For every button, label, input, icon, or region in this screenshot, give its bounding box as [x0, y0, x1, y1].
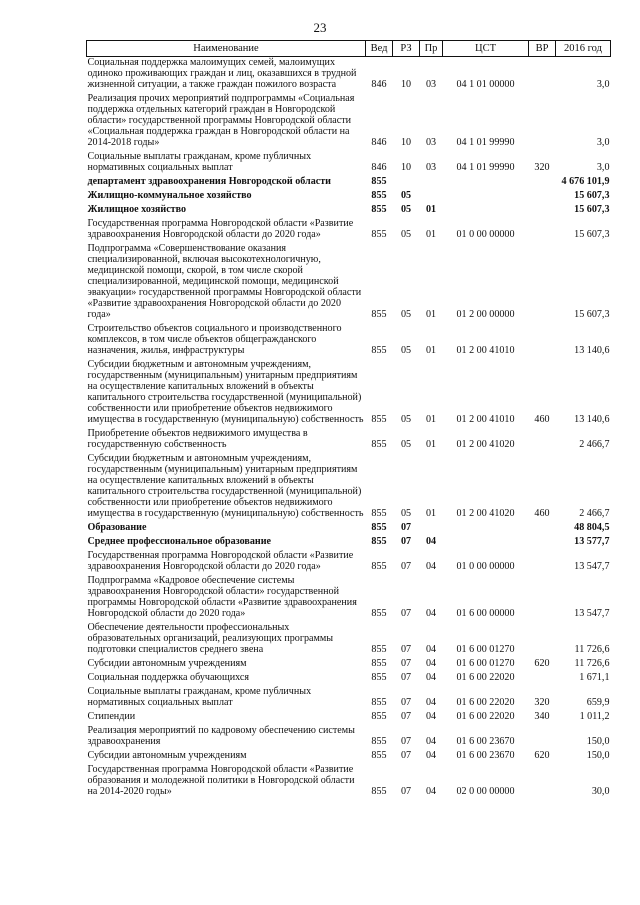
row-cst: 01 6 00 01270	[456, 644, 515, 655]
row-name: Образование	[87, 522, 147, 533]
row-pr: 01	[425, 345, 437, 356]
row-rz: 07	[400, 522, 412, 533]
row-amount: 15 607,3	[574, 309, 610, 320]
row-cst: 01 2 00 00000	[456, 309, 515, 320]
row-ved: 855	[371, 414, 387, 425]
row-amount: 150,0	[586, 736, 610, 747]
row-cst: 01 0 00 00000	[456, 561, 515, 572]
row-ved: 855	[371, 736, 387, 747]
row-name: Социальные выплаты гражданам, кроме публичных нормативных социальных выплат	[87, 686, 312, 708]
row-pr: 01	[425, 439, 437, 450]
row-vr: 460	[534, 414, 550, 425]
row-amount: 3,0	[596, 137, 610, 148]
row-amount: 2 466,7	[579, 439, 610, 450]
row-ved: 855	[371, 508, 387, 519]
table-header-row	[87, 41, 611, 57]
row-rz: 10	[400, 79, 412, 90]
row-name: Государственная программа Новгородской области «Развитие здравоохранения Новгородской области до 2020 года»	[87, 550, 354, 572]
row-vr	[529, 57, 556, 94]
row-name: Строительство объектов социального и производственного комплексов, в том числе объектов общегражданского назначения, жилья, инфраструктуры	[87, 323, 342, 356]
row-rz: 07	[400, 736, 412, 747]
table-row	[87, 750, 611, 764]
row-rz: 07	[400, 672, 412, 683]
row-pr: 03	[425, 79, 437, 90]
row-vr	[529, 536, 556, 550]
row-ved: 855	[371, 750, 387, 761]
row-amount: 3,0	[596, 162, 610, 173]
row-cst	[443, 190, 529, 204]
row-rz: 07	[400, 711, 412, 722]
table-row	[87, 243, 611, 323]
row-ved: 855	[371, 561, 387, 572]
table-row	[87, 658, 611, 672]
row-cst	[443, 522, 529, 536]
row-pr: 01	[425, 309, 437, 320]
row-cst: 02 0 00 00000	[456, 786, 515, 797]
row-name: Жилищно-коммунальное хозяйство	[87, 190, 252, 201]
row-rz: 05	[400, 439, 412, 450]
row-ved: 855	[371, 345, 387, 356]
row-amount: 15 607,3	[574, 204, 610, 215]
row-name: Реализация мероприятий по кадровому обеспечению системы здравоохранения	[87, 725, 355, 747]
row-cst: 01 0 00 00000	[456, 229, 515, 240]
row-cst: 04 1 01 99990	[456, 137, 515, 148]
row-vr	[529, 204, 556, 218]
row-cst	[443, 536, 529, 550]
row-ved: 855	[371, 176, 387, 187]
row-pr: 04	[425, 561, 437, 572]
row-vr	[529, 176, 556, 190]
row-name: Стипендии	[87, 711, 136, 722]
row-ved: 846	[371, 137, 387, 148]
table-row	[87, 218, 611, 243]
row-rz: 05	[400, 204, 412, 215]
row-ved: 855	[371, 697, 387, 708]
row-cst: 04 1 01 00000	[456, 79, 515, 90]
row-pr: 04	[425, 786, 437, 797]
row-name: Государственная программа Новгородской области «Развитие образования и молодежной политики в Новгородской области на 2014-2020 годы»	[87, 764, 355, 797]
page-number: 23	[313, 20, 327, 35]
row-vr	[529, 550, 556, 575]
row-cst: 01 6 00 23670	[456, 736, 515, 747]
row-pr: 04	[425, 750, 437, 761]
row-vr	[529, 764, 556, 800]
row-rz: 05	[400, 190, 412, 201]
table-row	[87, 57, 611, 94]
row-ved: 855	[371, 204, 387, 215]
table-row	[87, 575, 611, 622]
row-amount: 15 607,3	[574, 190, 610, 201]
row-amount: 13 577,7	[574, 536, 610, 547]
row-name: Субсидии автономным учреждениям	[87, 750, 247, 761]
table-row	[87, 453, 611, 522]
row-cst: 01 2 00 41010	[456, 345, 515, 356]
table-row	[87, 711, 611, 725]
row-name: Государственная программа Новгородской области «Развитие здравоохранения Новгородской области до 2020 года»	[87, 218, 354, 240]
row-vr: 340	[534, 711, 550, 722]
row-rz: 07	[400, 608, 412, 619]
row-vr: 620	[534, 750, 550, 761]
row-name: Социальные выплаты гражданам, кроме публичных нормативных социальных выплат	[87, 151, 312, 173]
row-rz: 05	[400, 508, 412, 519]
row-pr: 01	[425, 508, 437, 519]
row-ved: 855	[371, 786, 387, 797]
row-vr	[529, 218, 556, 243]
row-pr: 04	[425, 658, 437, 669]
row-ved: 855	[371, 658, 387, 669]
row-rz: 07	[400, 750, 412, 761]
row-cst: 01 6 00 22020	[456, 711, 515, 722]
row-cst: 01 2 00 41010	[456, 414, 515, 425]
row-pr: 04	[425, 672, 437, 683]
row-cst: 01 2 00 41020	[456, 508, 515, 519]
row-vr	[529, 190, 556, 204]
row-name: Субсидии автономным учреждениям	[87, 658, 247, 669]
row-pr: 04	[425, 644, 437, 655]
row-amount: 11 726,6	[574, 658, 610, 669]
row-name: Обеспечение деятельности профессиональных образовательных организаций, реализующих программы подготовки специалистов среднего звена	[87, 622, 334, 655]
row-cst: 04 1 01 99990	[456, 162, 515, 173]
header-name: Наименование	[87, 41, 366, 57]
row-vr	[529, 622, 556, 658]
row-vr	[529, 725, 556, 750]
row-cst: 01 2 00 41020	[456, 439, 515, 450]
table-row	[87, 190, 611, 204]
row-pr: 01	[425, 414, 437, 425]
row-amount: 15 607,3	[574, 229, 610, 240]
table-row	[87, 550, 611, 575]
table-row	[87, 725, 611, 750]
row-pr: 01	[425, 204, 437, 215]
row-name: департамент здравоохранения Новгородской области	[87, 176, 332, 187]
row-ved: 846	[371, 79, 387, 90]
header-ved: Вед	[366, 41, 393, 57]
row-vr	[529, 93, 556, 151]
budget-table	[86, 40, 611, 800]
row-pr	[420, 522, 443, 536]
row-ved: 855	[371, 711, 387, 722]
row-amount: 3,0	[596, 79, 610, 90]
header-rz: РЗ	[393, 41, 420, 57]
row-rz: 07	[400, 697, 412, 708]
table-body	[87, 57, 611, 801]
row-ved: 855	[371, 522, 387, 533]
row-name: Приобретение объектов недвижимого имущества в государственную собственность	[87, 428, 308, 450]
table-row	[87, 176, 611, 190]
row-name: Среднее профессиональное образование	[87, 536, 272, 547]
row-vr: 320	[534, 162, 550, 173]
row-rz: 05	[400, 345, 412, 356]
table-row	[87, 151, 611, 176]
row-pr	[420, 176, 443, 190]
row-pr: 04	[425, 536, 437, 547]
row-amount: 4 676 101,9	[561, 176, 610, 187]
row-amount: 150,0	[586, 750, 610, 761]
row-pr: 01	[425, 229, 437, 240]
row-pr: 03	[425, 137, 437, 148]
row-name: Подпрограмма «Совершенствование оказания специализированной, включая высокотехнологичную, медицинской помощи, скорой, в том числе скорой специализированной, медицинской помощи, медицинской эвакуации» государственной программы Новгородской области «Развитие здравоохранения Новгородской области до 2020 года»	[87, 243, 362, 320]
row-amount: 13 140,6	[574, 345, 610, 356]
row-amount: 659,9	[586, 697, 610, 708]
row-amount: 48 804,5	[574, 522, 610, 533]
row-cst: 01 6 00 01270	[456, 658, 515, 669]
row-pr: 04	[425, 697, 437, 708]
row-rz: 07	[400, 644, 412, 655]
table-row	[87, 323, 611, 359]
row-cst: 01 6 00 22020	[456, 697, 515, 708]
row-amount: 13 547,7	[574, 561, 610, 572]
row-name: Социальная поддержка обучающихся	[87, 672, 250, 683]
row-name: Субсидии бюджетным и автономным учреждениям, государственным (муниципальным) унитарным предприятиям на осуществление капитальных вложений в объекты капитального строительства государственной (муниципальной) собственности или приобретение объектов недвижимого имущества в государственную (муниципальную) собственность	[87, 453, 364, 519]
row-ved: 855	[371, 439, 387, 450]
row-amount: 11 726,6	[574, 644, 610, 655]
row-rz: 05	[400, 309, 412, 320]
row-pr	[420, 190, 443, 204]
row-ved: 846	[371, 162, 387, 173]
row-cst	[443, 204, 529, 218]
table-row	[87, 686, 611, 711]
row-vr: 460	[534, 508, 550, 519]
row-rz: 07	[400, 786, 412, 797]
row-vr	[529, 323, 556, 359]
table-row	[87, 359, 611, 428]
row-rz: 07	[400, 561, 412, 572]
row-name: Реализация прочих мероприятий подпрограммы «Социальная поддержка отдельных категорий граждан в Новгородской области» государственной программы Новгородской области «Социальная поддержка граждан в Новгородской области на 2014-2018 годы»	[87, 93, 355, 148]
row-name: Жилищное хозяйство	[87, 204, 187, 215]
row-vr	[529, 428, 556, 453]
row-name: Социальная поддержка малоимущих семей, малоимущих одиноко проживающих граждан и лиц, оказавшихся в трудной жизненной ситуации, а также граждан пожилого возраста	[87, 57, 357, 90]
row-cst	[443, 176, 529, 190]
table-row	[87, 764, 611, 800]
table-row	[87, 622, 611, 658]
row-cst: 01 6 00 23670	[456, 750, 515, 761]
header-vr: ВР	[529, 41, 556, 57]
row-ved: 855	[371, 309, 387, 320]
row-amount: 30,0	[591, 786, 610, 797]
row-ved: 855	[371, 644, 387, 655]
row-amount: 1 011,2	[579, 711, 610, 722]
row-amount: 13 140,6	[574, 414, 610, 425]
row-pr: 04	[425, 608, 437, 619]
row-rz: 07	[400, 658, 412, 669]
row-amount: 2 466,7	[579, 508, 610, 519]
header-year: 2016 год	[556, 41, 611, 57]
row-vr: 320	[534, 697, 550, 708]
row-vr	[529, 243, 556, 323]
row-cst: 01 6 00 22020	[456, 672, 515, 683]
row-vr	[529, 575, 556, 622]
row-pr: 04	[425, 736, 437, 747]
row-vr: 620	[534, 658, 550, 669]
row-vr	[529, 522, 556, 536]
row-ved: 855	[371, 672, 387, 683]
row-rz: 05	[400, 414, 412, 425]
table-row	[87, 536, 611, 550]
row-pr: 04	[425, 711, 437, 722]
row-ved: 855	[371, 229, 387, 240]
row-ved: 855	[371, 190, 387, 201]
row-rz	[393, 176, 420, 190]
table-row	[87, 522, 611, 536]
row-rz: 07	[400, 536, 412, 547]
table-row	[87, 93, 611, 151]
header-pr: Пр	[420, 41, 443, 57]
row-ved: 855	[371, 536, 387, 547]
header-cst: ЦСТ	[443, 41, 529, 57]
row-pr: 03	[425, 162, 437, 173]
table-row	[87, 204, 611, 218]
row-name: Подпрограмма «Кадровое обеспечение системы здравоохранения Новгородской области» государственной программы Новгородской области «Развитие здравоохранения Новгородской области до 2020 года»	[87, 575, 357, 619]
table-row	[87, 428, 611, 453]
row-rz: 10	[400, 162, 412, 173]
row-amount: 1 671,1	[579, 672, 610, 683]
row-cst: 01 6 00 00000	[456, 608, 515, 619]
row-vr	[529, 672, 556, 686]
row-rz: 05	[400, 229, 412, 240]
row-amount: 13 547,7	[574, 608, 610, 619]
table-row	[87, 672, 611, 686]
row-rz: 10	[400, 137, 412, 148]
row-ved: 855	[371, 608, 387, 619]
row-name: Субсидии бюджетным и автономным учреждениям, государственным (муниципальным) унитарным предприятиям на осуществление капитальных вложений в объекты капитального строительства государственной (муниципальной) собственности или приобретение объектов недвижимого имущества в государственную (муниципальную) собственность	[87, 359, 364, 425]
